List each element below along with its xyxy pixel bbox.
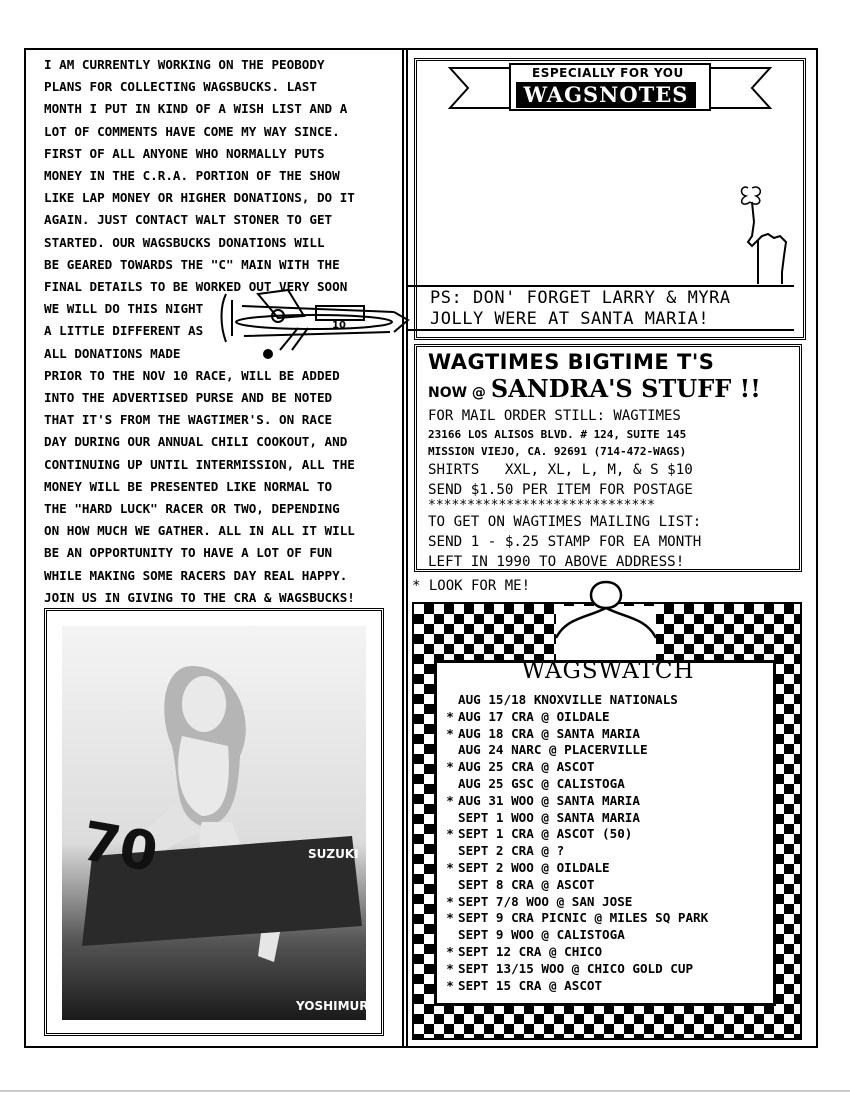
- article-line: MONTH I PUT IN KIND OF A WISH LIST AND A: [44, 101, 348, 117]
- schedule-item: [442, 860, 782, 877]
- schedule-item: [442, 826, 782, 843]
- schedule-item: [442, 726, 782, 743]
- schedule-item-text: SEPT 8 CRA @ ASCOT: [458, 876, 595, 892]
- schedule-item-text: SEPT 7/8 WOO @ SAN JOSE: [458, 893, 633, 909]
- cra-star-marker: *: [446, 792, 454, 808]
- wagsnotes-title: WAGSNOTES: [516, 82, 696, 108]
- star-divider: *****************************: [428, 498, 655, 513]
- schedule-item: [442, 810, 782, 827]
- schedule-item-text: SEPT 1 CRA @ ASCOT (50): [458, 826, 633, 842]
- cra-star-marker: *: [446, 759, 454, 775]
- ps-reminder: [408, 285, 794, 331]
- article-line: MONEY IN THE C.R.A. PORTION OF THE SHOW: [44, 168, 340, 184]
- race-schedule-list: [442, 692, 782, 994]
- schedule-item-text: AUG 17 CRA @ OILDALE: [458, 708, 610, 724]
- schedule-item: [442, 978, 782, 995]
- schedule-item-text: SEPT 9 CRA PICNIC @ MILES SQ PARK: [458, 910, 709, 926]
- article-line: ON HOW MUCH WE GATHER. ALL IN ALL IT WILL: [44, 523, 355, 539]
- schedule-item: [442, 692, 782, 709]
- cra-star-marker: *: [446, 859, 454, 875]
- schedule-item-text: AUG 25 GSC @ CALISTOGA: [458, 775, 625, 791]
- schedule-item-text: AUG 24 NARC @ PLACERVILLE: [458, 742, 648, 758]
- wagtimes-mailing-2: SEND 1 - $.25 STAMP FOR EA MONTH: [428, 534, 702, 550]
- article-line: FIRST OF ALL ANYONE WHO NORMALLY PUTS: [44, 145, 325, 161]
- wagtimes-address-2: MISSION VIEJO, CA. 92691 (714-472-WAGS): [428, 445, 687, 458]
- cra-star-marker: *: [446, 910, 454, 926]
- article-line: JOIN US IN GIVING TO THE CRA & WAGSBUCKS!: [44, 589, 355, 605]
- article-line: PRIOR TO THE NOV 10 RACE, WILL BE ADDED: [44, 367, 340, 383]
- cra-star-marker: *: [446, 826, 454, 842]
- wagtimes-postage: SEND $1.50 PER ITEM FOR POSTAGE: [428, 482, 693, 498]
- article-line: MONEY WILL BE PRESENTED LIKE NORMAL TO: [44, 478, 333, 494]
- schedule-item: [442, 894, 782, 911]
- scan-edge: [0, 1090, 850, 1092]
- article-line: DAY DURING OUR ANNUAL CHILI COOKOUT, AND: [44, 434, 348, 450]
- schedule-item: [442, 843, 782, 860]
- hand-reminder-icon: [728, 176, 798, 286]
- wagtimes-shirts: SHIRTS XXL, XL, L, M, & S $10: [428, 462, 693, 478]
- model-on-motorcycle-photo: [62, 626, 378, 1020]
- schedule-item: [442, 927, 782, 944]
- article-line: THE "HARD LUCK" RACER OR TWO, DEPENDING: [44, 501, 340, 517]
- schedule-item: [442, 793, 782, 810]
- schedule-item-text: SEPT 1 WOO @ SANTA MARIA: [458, 809, 640, 825]
- plane-number: 10: [332, 320, 346, 331]
- article-line: INTO THE ADVERTISED PURSE AND BE NOTED: [44, 390, 333, 406]
- knot-ornament-icon: [556, 578, 656, 662]
- schedule-item-text: SEPT 15 CRA @ ASCOT: [458, 977, 603, 993]
- cra-star-marker: *: [446, 893, 454, 909]
- wagtimes-mailing-3: LEFT IN 1990 TO ABOVE ADDRESS!: [428, 554, 685, 570]
- schedule-item: [442, 742, 782, 759]
- sponsor-decal-2: YOSHIMURA: [296, 999, 378, 1013]
- schedule-item-text: SEPT 2 CRA @ ?: [458, 843, 565, 859]
- article-line: PLANS FOR COLLECTING WAGSBUCKS. LAST: [44, 79, 317, 95]
- schedule-item: [442, 910, 782, 927]
- ps-line-1: PS: DON' FORGET LARRY & MYRA: [430, 288, 731, 308]
- wagsnotes-banner: [450, 64, 770, 110]
- article-line: I AM CURRENTLY WORKING ON THE PEOBODY: [44, 57, 325, 72]
- article-line: ALL DONATIONS MADE: [44, 345, 181, 361]
- ps-line-2: JOLLY WERE AT SANTA MARIA!: [430, 309, 710, 329]
- schedule-item-text: SEPT 9 WOO @ CALISTOGA: [458, 927, 625, 943]
- cra-star-marker: *: [446, 943, 454, 959]
- race-number: 70: [77, 809, 163, 885]
- cra-star-marker: *: [446, 725, 454, 741]
- wagtimes-mail-order: FOR MAIL ORDER STILL: WAGTIMES: [428, 408, 681, 424]
- schedule-item: [442, 961, 782, 978]
- article-line: WE WILL DO THIS NIGHT: [44, 301, 204, 317]
- schedule-item: [442, 759, 782, 776]
- cra-star-marker: *: [446, 960, 454, 976]
- wagtimes-headline: WAGTIMES BIGTIME T'S: [428, 350, 715, 374]
- schedule-item-text: SEPT 2 WOO @ OILDALE: [458, 859, 610, 875]
- wagtimes-mailing-1: TO GET ON WAGTIMES MAILING LIST:: [428, 514, 702, 530]
- wagswatch-title: WAGSWATCH: [521, 658, 695, 684]
- wagtimes-address-1: 23166 LOS ALISOS BLVD. # 124, SUITE 145: [428, 428, 687, 441]
- wagtimes-now-at: NOW @ SANDRA'S STUFF !!: [428, 374, 761, 403]
- sponsor-decal-1: SUZUKI: [308, 847, 359, 861]
- article-line: FINAL DETAILS TO BE WORKED OUT VERY SOON: [44, 279, 348, 295]
- schedule-item: [442, 776, 782, 793]
- schedule-item-text: AUG 31 WOO @ SANTA MARIA: [458, 792, 640, 808]
- article-line: LOT OF COMMENTS HAVE COME MY WAY SINCE.: [44, 123, 340, 139]
- schedule-item: [442, 944, 782, 961]
- article-line: STARTED. OUR WAGSBUCKS DONATIONS WILL: [44, 234, 325, 250]
- article-line: THAT IT'S FROM THE WAGTIMER'S. ON RACE: [44, 412, 333, 428]
- article-line: CONTINUING UP UNTIL INTERMISSION, ALL THE: [44, 456, 355, 472]
- article-line: AGAIN. JUST CONTACT WALT STONER TO GET: [44, 212, 333, 228]
- look-for-me-caption: * LOOK FOR ME!: [412, 578, 531, 594]
- article-line: WHILE MAKING SOME RACERS DAY REAL HAPPY.: [44, 567, 348, 583]
- cra-star-marker: *: [446, 708, 454, 724]
- schedule-item-text: AUG 18 CRA @ SANTA MARIA: [458, 725, 640, 741]
- article-line: BE GEARED TOWARDS THE "C" MAIN WITH THE: [44, 256, 340, 272]
- article-line: A LITTLE DIFFERENT AS: [44, 323, 204, 339]
- schedule-item: [442, 877, 782, 894]
- schedule-item-text: SEPT 12 CRA @ CHICO: [458, 943, 603, 959]
- article-line: BE AN OPPORTUNITY TO HAVE A LOT OF FUN: [44, 545, 333, 561]
- cra-star-marker: *: [446, 977, 454, 993]
- biplane-icon: [218, 286, 414, 362]
- schedule-item-text: AUG 25 CRA @ ASCOT: [458, 759, 595, 775]
- photo-illustration: [62, 626, 378, 1020]
- schedule-item-text: SEPT 13/15 WOO @ CHICO GOLD CUP: [458, 960, 694, 976]
- schedule-item: [442, 709, 782, 726]
- article-line: LIKE LAP MONEY OR HIGHER DONATIONS, DO IT: [44, 190, 355, 206]
- wagsnotes-tagline: ESPECIALLY FOR YOU: [532, 66, 684, 80]
- schedule-item-text: AUG 15/18 KNOXVILLE NATIONALS: [458, 692, 678, 707]
- wagtimes-ad: [428, 348, 798, 572]
